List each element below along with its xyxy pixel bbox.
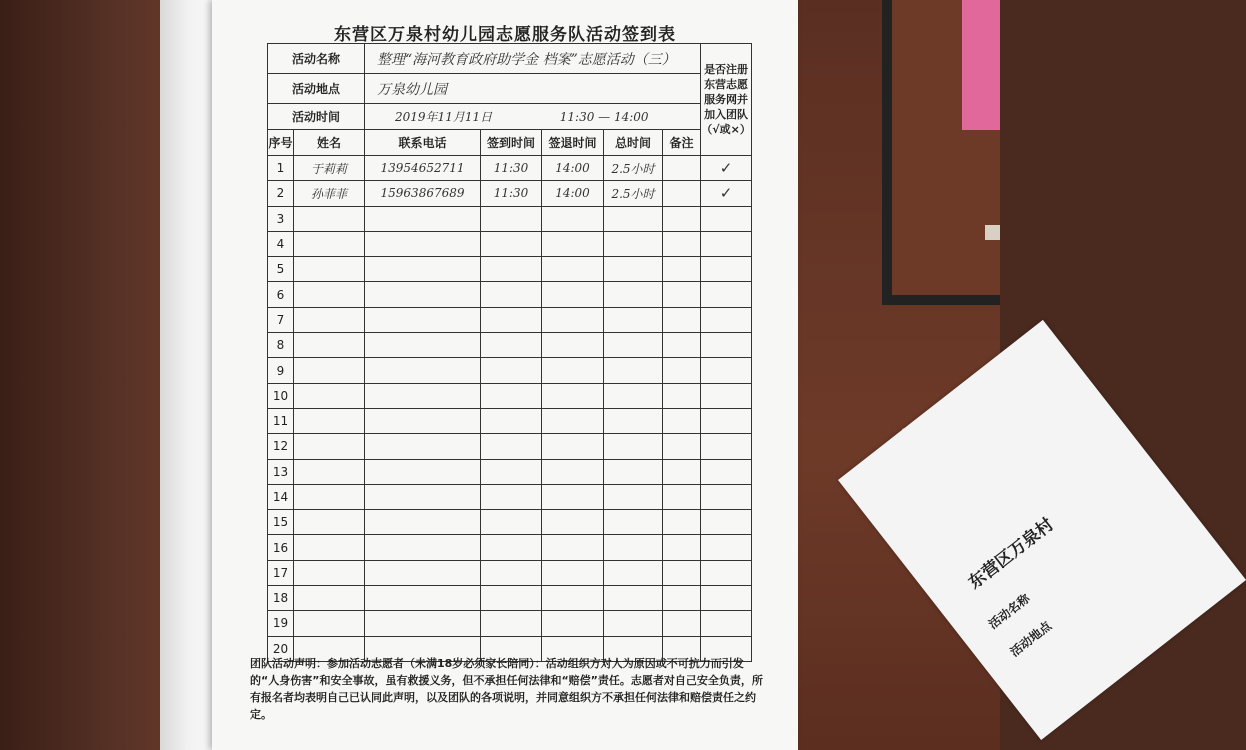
row-note bbox=[663, 586, 701, 611]
row-checkin bbox=[481, 282, 542, 307]
activity-name-value: 整理“海河教育政府助学金 档案”志愿活动（三） bbox=[365, 44, 701, 74]
row-checkin bbox=[481, 206, 542, 231]
row-phone bbox=[365, 333, 481, 358]
row-name bbox=[294, 307, 365, 332]
row-registered: ✓ bbox=[701, 181, 752, 206]
row-total bbox=[604, 586, 663, 611]
row-phone bbox=[365, 408, 481, 433]
row-registered bbox=[701, 333, 752, 358]
row-registered bbox=[701, 459, 752, 484]
row-phone bbox=[365, 358, 481, 383]
row-checkout bbox=[542, 307, 604, 332]
row-checkin bbox=[481, 611, 542, 636]
row-name bbox=[294, 282, 365, 307]
row-total: 2.5小时 bbox=[604, 181, 663, 206]
row-registered bbox=[701, 257, 752, 282]
row-phone bbox=[365, 459, 481, 484]
row-checkin bbox=[481, 560, 542, 585]
paper-scrap-2 bbox=[985, 225, 1000, 240]
header-row bbox=[268, 130, 752, 156]
row-registered bbox=[701, 611, 752, 636]
row-checkin bbox=[481, 434, 542, 459]
row-checkin bbox=[481, 510, 542, 535]
row-name bbox=[294, 257, 365, 282]
row-number: 3 bbox=[268, 206, 294, 231]
row-phone bbox=[365, 206, 481, 231]
pink-object bbox=[962, 0, 1000, 130]
row-checkin bbox=[481, 333, 542, 358]
row-name bbox=[294, 358, 365, 383]
row-name: 孙菲菲 bbox=[294, 181, 365, 206]
header-phone: 联系电话 bbox=[365, 130, 481, 156]
row-checkout bbox=[542, 231, 604, 256]
row-note bbox=[663, 156, 701, 181]
row-checkout bbox=[542, 434, 604, 459]
row-checkin bbox=[481, 484, 542, 509]
table-row bbox=[268, 156, 752, 181]
background-sheet-title: 东营区万泉村 bbox=[964, 514, 1058, 594]
row-total bbox=[604, 206, 663, 231]
row-total bbox=[604, 560, 663, 585]
row-name bbox=[294, 333, 365, 358]
row-number: 19 bbox=[268, 611, 294, 636]
header-checkin: 签到时间 bbox=[481, 130, 542, 156]
signin-sheet bbox=[212, 0, 798, 750]
row-checkout bbox=[542, 484, 604, 509]
row-checkin: 11:30 bbox=[481, 156, 542, 181]
row-checkin bbox=[481, 586, 542, 611]
row-total bbox=[604, 231, 663, 256]
row-checkin bbox=[481, 383, 542, 408]
row-total bbox=[604, 459, 663, 484]
row-checkout: 14:00 bbox=[542, 156, 604, 181]
row-registered: ✓ bbox=[701, 156, 752, 181]
row-registered bbox=[701, 408, 752, 433]
row-number: 16 bbox=[268, 535, 294, 560]
label-activity-name: 活动名称 bbox=[268, 44, 365, 74]
table-body bbox=[268, 156, 752, 662]
row-name bbox=[294, 434, 365, 459]
row-note bbox=[663, 206, 701, 231]
table-row bbox=[268, 333, 752, 358]
row-note bbox=[663, 282, 701, 307]
row-note bbox=[663, 484, 701, 509]
row-total bbox=[604, 282, 663, 307]
row-name bbox=[294, 408, 365, 433]
table-row bbox=[268, 459, 752, 484]
row-total bbox=[604, 333, 663, 358]
row-total bbox=[604, 484, 663, 509]
table-row bbox=[268, 611, 752, 636]
row-registered bbox=[701, 383, 752, 408]
row-name: 于莉莉 bbox=[294, 156, 365, 181]
row-note bbox=[663, 510, 701, 535]
row-number: 7 bbox=[268, 307, 294, 332]
row-checkout bbox=[542, 560, 604, 585]
row-registered bbox=[701, 307, 752, 332]
table-row bbox=[268, 408, 752, 433]
table-row bbox=[268, 231, 752, 256]
row-number: 2 bbox=[268, 181, 294, 206]
table-row bbox=[268, 307, 752, 332]
table-row bbox=[268, 358, 752, 383]
header-name: 姓名 bbox=[294, 130, 365, 156]
row-registered bbox=[701, 434, 752, 459]
row-number: 17 bbox=[268, 560, 294, 585]
row-total bbox=[604, 408, 663, 433]
row-registered bbox=[701, 560, 752, 585]
table-row bbox=[268, 181, 752, 206]
table-row bbox=[268, 586, 752, 611]
row-phone bbox=[365, 434, 481, 459]
row-checkout bbox=[542, 206, 604, 231]
row-phone: 13954652711 bbox=[365, 156, 481, 181]
row-registered bbox=[701, 586, 752, 611]
activity-time-value bbox=[365, 104, 701, 130]
table-row bbox=[268, 383, 752, 408]
row-note bbox=[663, 408, 701, 433]
row-total bbox=[604, 307, 663, 332]
row-note bbox=[663, 560, 701, 585]
row-checkin bbox=[481, 408, 542, 433]
row-phone bbox=[365, 510, 481, 535]
row-total bbox=[604, 383, 663, 408]
table-row bbox=[268, 434, 752, 459]
label-activity-time: 活动时间 bbox=[268, 104, 365, 130]
row-registered bbox=[701, 231, 752, 256]
sheet-title: 东营区万泉村幼儿园志愿服务队活动签到表 bbox=[334, 25, 676, 45]
header-note: 备注 bbox=[663, 130, 701, 156]
table-row bbox=[268, 510, 752, 535]
row-checkout bbox=[542, 358, 604, 383]
row-checkout bbox=[542, 383, 604, 408]
row-name bbox=[294, 611, 365, 636]
row-name bbox=[294, 586, 365, 611]
row-note bbox=[663, 358, 701, 383]
row-checkin bbox=[481, 231, 542, 256]
table-row bbox=[268, 535, 752, 560]
row-registered bbox=[701, 282, 752, 307]
registration-note: 是否注册东营志愿服务网并加入团队（√或×） bbox=[701, 44, 752, 156]
row-checkout bbox=[542, 535, 604, 560]
row-number: 9 bbox=[268, 358, 294, 383]
signin-table bbox=[267, 43, 752, 662]
row-total bbox=[604, 535, 663, 560]
row-checkout bbox=[542, 459, 604, 484]
row-total bbox=[604, 510, 663, 535]
row-number: 18 bbox=[268, 586, 294, 611]
row-total bbox=[604, 257, 663, 282]
row-number: 1 bbox=[268, 156, 294, 181]
row-number: 4 bbox=[268, 231, 294, 256]
row-number: 8 bbox=[268, 333, 294, 358]
row-number: 10 bbox=[268, 383, 294, 408]
row-phone bbox=[365, 611, 481, 636]
header-no: 序号 bbox=[268, 130, 294, 156]
activity-hours: 11:30 — 14:00 bbox=[559, 110, 649, 124]
row-total: 2.5小时 bbox=[604, 156, 663, 181]
row-name bbox=[294, 510, 365, 535]
row-name bbox=[294, 206, 365, 231]
row-phone bbox=[365, 231, 481, 256]
row-checkout bbox=[542, 586, 604, 611]
table-row bbox=[268, 560, 752, 585]
row-note bbox=[663, 383, 701, 408]
label-activity-location: 活动地点 bbox=[268, 74, 365, 104]
row-registered bbox=[701, 484, 752, 509]
row-checkout: 14:00 bbox=[542, 181, 604, 206]
table-row bbox=[268, 282, 752, 307]
row-note bbox=[663, 231, 701, 256]
row-phone bbox=[365, 484, 481, 509]
row-name bbox=[294, 231, 365, 256]
row-checkin bbox=[481, 358, 542, 383]
row-number: 20 bbox=[268, 636, 294, 661]
row-note bbox=[663, 333, 701, 358]
row-checkout bbox=[542, 333, 604, 358]
row-number: 11 bbox=[268, 408, 294, 433]
row-note bbox=[663, 257, 701, 282]
row-note bbox=[663, 459, 701, 484]
row-number: 6 bbox=[268, 282, 294, 307]
background-sheet-label1: 活动名称 bbox=[986, 591, 1033, 632]
row-name bbox=[294, 383, 365, 408]
row-phone bbox=[365, 282, 481, 307]
row-number: 14 bbox=[268, 484, 294, 509]
row-phone bbox=[365, 560, 481, 585]
row-note bbox=[663, 434, 701, 459]
row-phone: 15963867689 bbox=[365, 181, 481, 206]
row-checkout bbox=[542, 282, 604, 307]
team-statement: 团队活动声明：参加活动志愿者（未满18岁必须家长陪同）：活动组织方对人为原因或不可抗力而引发的“人身伤害”和安全事故，虽有救援义务，但不承担任何法律和“赔偿”责任。志愿者对自己安全负责，所有报名者均表明自己已认同此声明，以及团队的各项说明，并同意组织方不承担任何法律和赔偿责任之约定。 bbox=[250, 657, 763, 721]
row-checkout bbox=[542, 257, 604, 282]
table-row bbox=[268, 257, 752, 282]
row-registered bbox=[701, 206, 752, 231]
row-note bbox=[663, 307, 701, 332]
row-checkin bbox=[481, 307, 542, 332]
row-checkin: 11:30 bbox=[481, 181, 542, 206]
row-note bbox=[663, 535, 701, 560]
row-checkin bbox=[481, 535, 542, 560]
row-registered bbox=[701, 535, 752, 560]
table-row bbox=[268, 484, 752, 509]
row-checkout bbox=[542, 510, 604, 535]
row-phone bbox=[365, 383, 481, 408]
row-name bbox=[294, 535, 365, 560]
row-name bbox=[294, 484, 365, 509]
row-checkout bbox=[542, 408, 604, 433]
row-number: 13 bbox=[268, 459, 294, 484]
row-checkin bbox=[481, 257, 542, 282]
row-checkout bbox=[542, 611, 604, 636]
row-phone bbox=[365, 535, 481, 560]
row-note bbox=[663, 611, 701, 636]
activity-date: 2019年11月11日 bbox=[395, 110, 493, 124]
row-total bbox=[604, 434, 663, 459]
row-number: 5 bbox=[268, 257, 294, 282]
row-phone bbox=[365, 307, 481, 332]
header-total: 总时间 bbox=[604, 130, 663, 156]
header-checkout: 签退时间 bbox=[542, 130, 604, 156]
row-name bbox=[294, 459, 365, 484]
background-sheet-label2: 活动地点 bbox=[1007, 618, 1055, 660]
row-total bbox=[604, 358, 663, 383]
row-phone bbox=[365, 257, 481, 282]
row-registered bbox=[701, 510, 752, 535]
row-checkin bbox=[481, 459, 542, 484]
activity-location-value: 万泉幼儿园 bbox=[365, 74, 701, 104]
row-number: 12 bbox=[268, 434, 294, 459]
row-number: 15 bbox=[268, 510, 294, 535]
row-registered bbox=[701, 358, 752, 383]
row-note bbox=[663, 181, 701, 206]
table-row bbox=[268, 206, 752, 231]
row-name bbox=[294, 560, 365, 585]
row-phone bbox=[365, 586, 481, 611]
row-total bbox=[604, 611, 663, 636]
